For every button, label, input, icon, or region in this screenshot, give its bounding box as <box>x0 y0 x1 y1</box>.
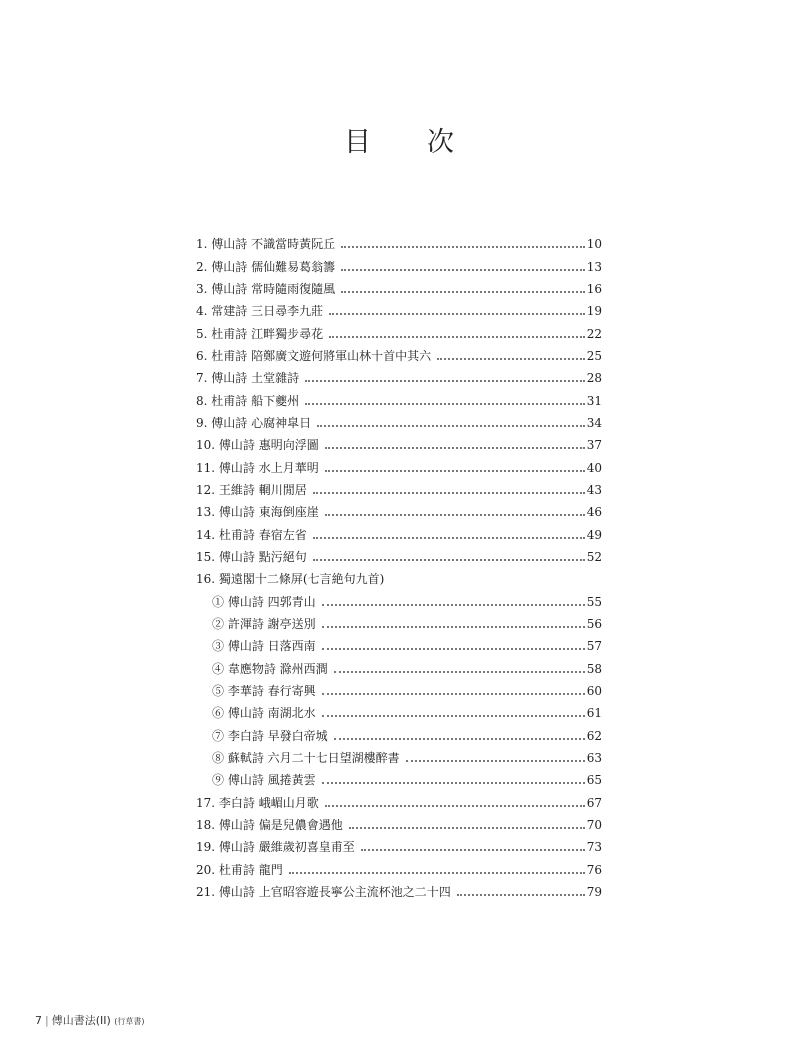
toc-dot-leader <box>341 291 585 293</box>
toc-entry-page: 58 <box>586 661 602 676</box>
toc-dot-leader <box>322 626 585 628</box>
toc-entry <box>196 412 602 434</box>
toc-entry <box>196 434 602 456</box>
toc-entry <box>196 233 602 255</box>
toc-entry-title: 17. 李白詩 峨嵋山月歌 <box>196 795 319 810</box>
toc-entry-page: 31 <box>586 393 602 408</box>
page-title <box>0 120 800 159</box>
toc-entry-title: 11. 傅山詩 水上月華明 <box>196 460 319 475</box>
toc-entry-title: 15. 傅山詩 點污絕句 <box>196 549 307 564</box>
toc-entry-title: ⑤ 李華詩 春行寄興 <box>212 684 316 699</box>
toc-entry-page: 13 <box>586 259 602 274</box>
toc-entry-page: 62 <box>586 728 602 743</box>
toc-entry-page: 57 <box>586 639 602 654</box>
toc-entry <box>196 814 602 836</box>
toc-dot-leader <box>305 403 585 405</box>
toc-dot-leader <box>313 559 585 561</box>
table-of-contents <box>196 233 602 903</box>
toc-entry-page: 52 <box>586 549 602 564</box>
toc-entry <box>196 747 602 769</box>
toc-dot-leader <box>334 671 585 673</box>
toc-dot-leader <box>329 313 585 315</box>
toc-entry-title: 1. 傅山詩 不識當時黃阮丘 <box>196 237 336 252</box>
toc-dot-leader <box>341 246 585 248</box>
toc-entry <box>196 702 602 724</box>
toc-entry <box>196 389 602 411</box>
toc-dot-leader <box>325 514 585 516</box>
toc-dot-leader <box>322 648 585 650</box>
toc-entry <box>196 546 602 568</box>
toc-dot-leader <box>322 604 585 606</box>
toc-entry-page: 34 <box>586 415 602 430</box>
footer-separator: | <box>45 1014 49 1027</box>
toc-dot-leader <box>334 738 585 740</box>
toc-entry-title: 2. 傅山詩 儒仙難易葛翁籌 <box>196 259 336 274</box>
toc-dot-leader <box>325 447 585 449</box>
toc-entry-title: ⑥ 傅山詩 南湖北水 <box>212 706 316 721</box>
toc-entry <box>196 300 602 322</box>
toc-entry <box>196 836 602 858</box>
toc-entry-title: 5. 杜甫詩 江畔獨步尋花 <box>196 326 324 341</box>
toc-dot-leader <box>289 872 585 874</box>
toc-entry-title: 10. 傅山詩 惠明向浮圖 <box>196 438 319 453</box>
toc-entry <box>196 792 602 814</box>
toc-entry <box>196 859 602 881</box>
toc-dot-leader <box>437 358 585 360</box>
toc-entry-title: 13. 傅山詩 東海倒座崖 <box>196 505 319 520</box>
toc-entry <box>196 613 602 635</box>
toc-entry-page: 61 <box>586 706 602 721</box>
toc-entry-page: 76 <box>586 862 602 877</box>
toc-entry <box>196 568 602 590</box>
toc-entry <box>196 479 602 501</box>
toc-entry <box>196 680 602 702</box>
toc-entry-page: 60 <box>586 684 602 699</box>
toc-entry-page: 56 <box>586 617 602 632</box>
toc-entry <box>196 255 602 277</box>
toc-entry-title: ③ 傅山詩 日落西南 <box>212 639 316 654</box>
toc-entry-title: ② 許渾詩 謝亭送別 <box>212 617 316 632</box>
toc-dot-leader <box>322 693 585 695</box>
page-footer <box>35 1012 145 1028</box>
toc-entry-title: 9. 傅山詩 心腐神皐日 <box>196 415 312 430</box>
toc-entry <box>196 769 602 791</box>
toc-entry-title: 12. 王維詩 輞川閒居 <box>196 482 307 497</box>
footer-subtitle: (行草書) <box>114 1017 145 1026</box>
toc-entry-title: 7. 傅山詩 土堂雜詩 <box>196 371 300 386</box>
toc-entry <box>196 635 602 657</box>
toc-dot-leader <box>317 425 585 427</box>
toc-entry-title: 16. 獨遠閣十二條屏(七言絶句九首) <box>196 572 385 587</box>
toc-entry-page: 73 <box>586 840 602 855</box>
toc-dot-leader <box>341 269 585 271</box>
toc-entry <box>196 345 602 367</box>
page-title-char: 次 <box>427 127 456 158</box>
toc-dot-leader <box>325 470 585 472</box>
toc-dot-leader <box>329 336 585 338</box>
toc-dot-leader <box>313 537 585 539</box>
toc-entry <box>196 881 602 903</box>
toc-dot-leader <box>313 492 585 494</box>
toc-entry-page: 22 <box>586 326 602 341</box>
toc-entry <box>196 322 602 344</box>
toc-dot-leader <box>361 849 585 851</box>
toc-dot-leader <box>457 894 585 896</box>
toc-entry-title: 4. 常建詩 三日尋李九莊 <box>196 304 324 319</box>
page-title-char: 目 <box>344 127 373 158</box>
toc-entry-title: 3. 傅山詩 常時隨雨復隨風 <box>196 281 336 296</box>
toc-dot-leader <box>322 782 585 784</box>
toc-dot-leader <box>349 827 585 829</box>
toc-entry-page: 37 <box>586 438 602 453</box>
toc-entry <box>196 278 602 300</box>
toc-entry-page: 28 <box>586 371 602 386</box>
toc-entry-page: 79 <box>586 885 602 900</box>
toc-entry-page: 49 <box>586 527 602 542</box>
toc-dot-leader <box>322 715 585 717</box>
toc-entry-title: 19. 傅山詩 嚴維歲初喜皇甫至 <box>196 840 355 855</box>
toc-entry-title: 21. 傅山詩 上官昭容遊長寧公主流杯池之二十四 <box>196 885 451 900</box>
toc-entry <box>196 523 602 545</box>
toc-entry-page: 63 <box>586 751 602 766</box>
toc-entry-title: ⑧ 蘇軾詩 六月二十七日望湖樓醉書 <box>212 751 400 766</box>
toc-entry-page: 10 <box>586 237 602 252</box>
toc-entry-title: 20. 杜甫詩 龍門 <box>196 862 283 877</box>
toc-entry-page: 55 <box>586 594 602 609</box>
toc-entry-page: 25 <box>586 348 602 363</box>
toc-dot-leader <box>305 380 585 382</box>
toc-entry-title: 8. 杜甫詩 船下夔州 <box>196 393 300 408</box>
toc-entry-page: 70 <box>586 818 602 833</box>
toc-entry-title: 14. 杜甫詩 春宿左省 <box>196 527 307 542</box>
toc-entry <box>196 658 602 680</box>
toc-entry <box>196 591 602 613</box>
toc-entry-page: 19 <box>586 304 602 319</box>
toc-entry-page: 67 <box>586 795 602 810</box>
toc-entry-title: 18. 傅山詩 偏是兒儂會遇他 <box>196 818 343 833</box>
toc-entry <box>196 725 602 747</box>
toc-entry-page: 43 <box>586 482 602 497</box>
toc-entry-title: 6. 杜甫詩 陪鄭廣文遊何將軍山林十首中其六 <box>196 348 432 363</box>
footer-book-title: 傅山書法(II) <box>51 1014 111 1027</box>
toc-entry <box>196 501 602 523</box>
toc-dot-leader <box>325 805 585 807</box>
toc-entry-title: ④ 韋應物詩 滁州西澗 <box>212 661 328 676</box>
toc-entry-title: ① 傅山詩 四郭青山 <box>212 594 316 609</box>
toc-entry-title: ⑦ 李白詩 早發白帝城 <box>212 728 328 743</box>
toc-entry <box>196 367 602 389</box>
toc-entry-page: 46 <box>586 505 602 520</box>
toc-entry-page: 65 <box>586 773 602 788</box>
toc-dot-leader <box>406 760 585 762</box>
footer-page-number: 7 <box>35 1014 42 1027</box>
toc-entry-page: 16 <box>586 281 602 296</box>
toc-entry <box>196 456 602 478</box>
toc-entry-title: ⑨ 傅山詩 風捲黃雲 <box>212 773 316 788</box>
toc-entry-page: 40 <box>586 460 602 475</box>
